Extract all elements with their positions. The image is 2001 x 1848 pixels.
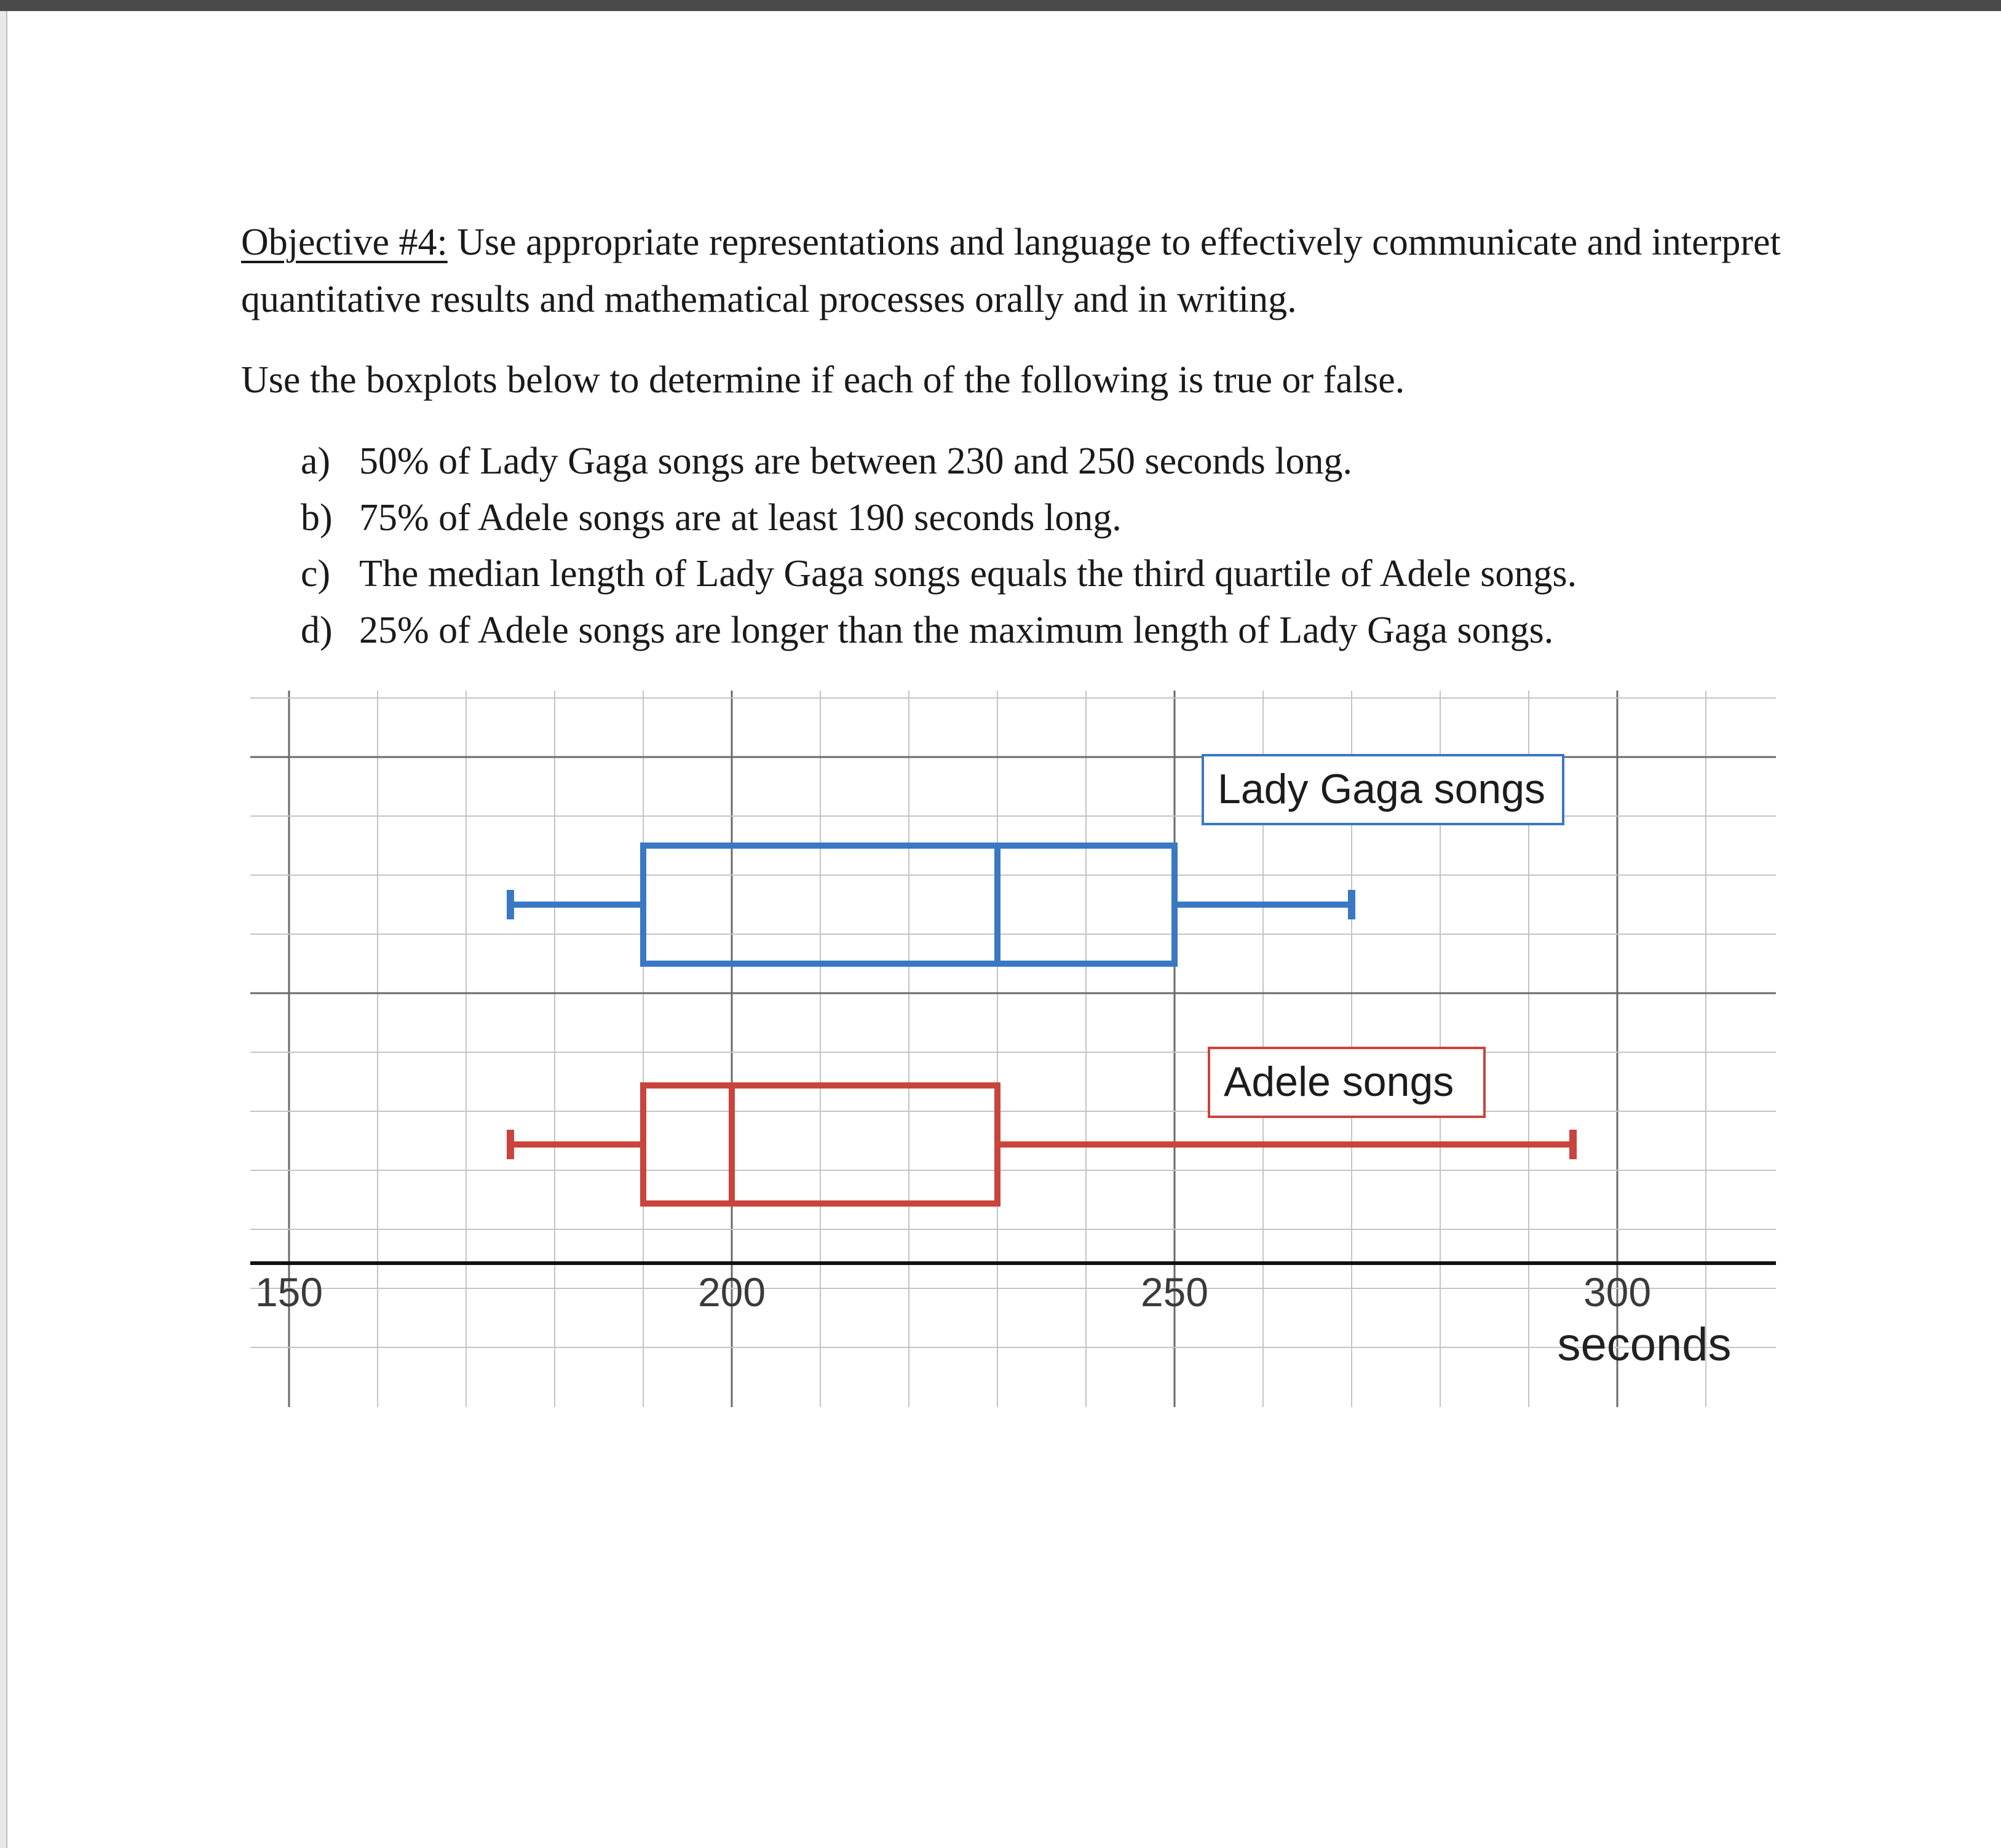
legend-adele: [1209, 1048, 1484, 1117]
chart-legends: [1203, 755, 1563, 1117]
question-marker: d): [301, 609, 333, 651]
question-marker: b): [301, 496, 333, 539]
x-tick-label: 300: [1583, 1269, 1652, 1315]
legend-lady-gaga: [1203, 755, 1563, 824]
window-top-bar: [0, 0, 2001, 11]
question-text: 75% of Adele songs are at least 190 seconds long.: [359, 496, 1122, 539]
legend-label: Lady Gaga songs: [1218, 766, 1546, 812]
chart-boxes: [510, 846, 1573, 1204]
x-tick-label: 250: [1140, 1269, 1209, 1315]
question-text: 50% of Lady Gaga songs are between 230 and 250 seconds long.: [359, 440, 1353, 482]
boxplot-lady-gaga: [510, 846, 1352, 964]
chart-axis: [250, 1263, 1776, 1371]
document-page: [6, 11, 2001, 1848]
boxplot-chart: [7, 11, 2001, 1848]
objective-label: Objective #4:: [241, 221, 448, 263]
x-tick-label: 150: [255, 1269, 323, 1315]
instruction-text: Use the boxplots below to determine if each of the following is true or false.: [241, 359, 1405, 401]
x-tick-label: 200: [697, 1269, 766, 1315]
question-marker: c): [301, 553, 331, 595]
x-axis-title: seconds: [1557, 1319, 1732, 1371]
question-text: 25% of Adele songs are longer than the maximum length of Lady Gaga songs.: [359, 609, 1554, 651]
objective-text: Use appropriate representations and language to effectively communicate and interpret quantitative results and mathematical processes orally and in writing.: [241, 221, 1781, 320]
question-marker: a): [301, 440, 331, 482]
legend-label: Adele songs: [1224, 1058, 1454, 1105]
question-text: The median length of Lady Gaga songs equals the third quartile of Adele songs.: [359, 553, 1577, 595]
